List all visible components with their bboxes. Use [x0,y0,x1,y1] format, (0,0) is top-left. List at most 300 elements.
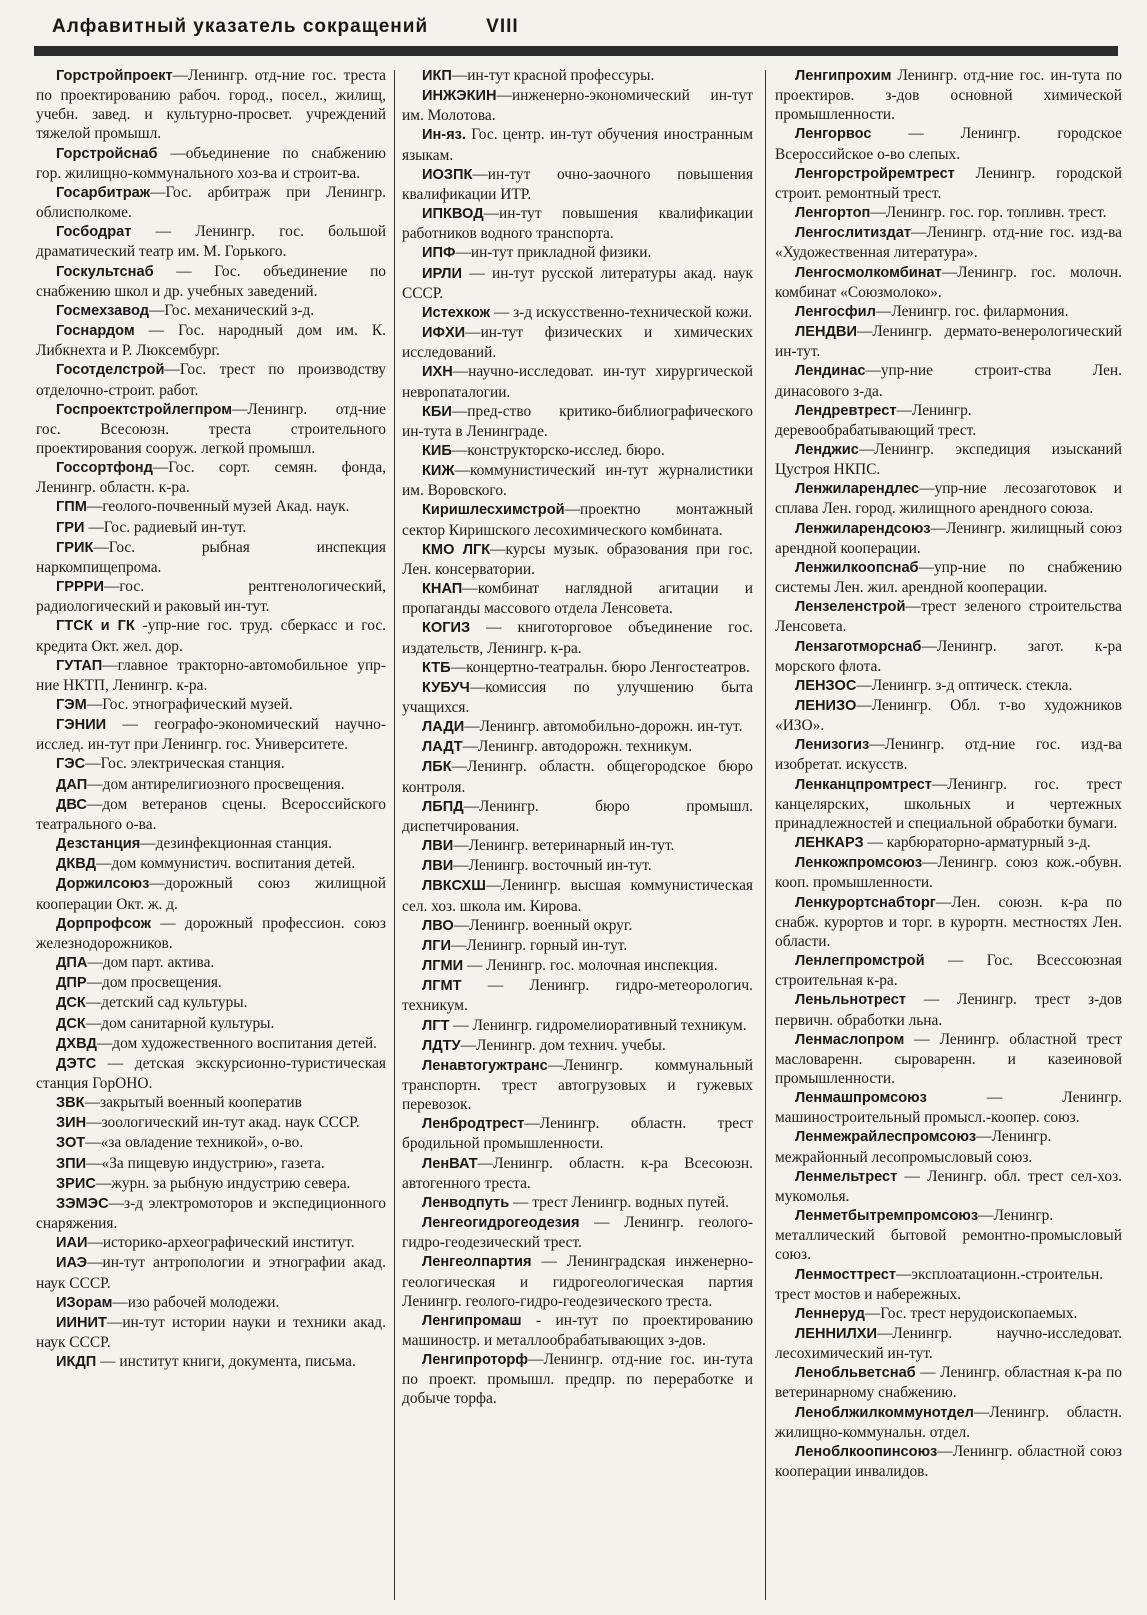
entry-definition: — Гос. Всессоюзная строительная к-ра. [775,952,1122,990]
index-entry [402,1311,753,1350]
entry-abbreviation: КТБ [422,659,451,676]
entry-definition: —Ленингр. отд-ние гос. изд-ва изобретат. искусств. [775,736,1122,774]
entry-definition: — Ленингр. гидромелиоративный техникум. [449,1016,747,1034]
entry-definition: —з-д электромоторов и экспедиционного снаряжения. [36,1194,386,1233]
entry-abbreviation: ЛВКСХШ [422,878,486,895]
index-entry [775,853,1122,892]
entry-definition: — дорожный профессион. союз железнодорожников. [36,914,386,952]
index-entry [402,1350,753,1408]
entry-definition: —ин-тут физических и химических исследований. [402,324,753,362]
entry-abbreviation: ГПМ [56,499,87,516]
entry-abbreviation: ИАИ [56,1235,88,1252]
index-entry [775,203,1122,223]
index-entry [36,1174,386,1194]
entry-definition: —объединение по снабжению гор. жилищно-коммунального хоз-ва и строит-ва. [36,144,386,182]
entry-definition: —главное тракторно-автомобильное упр-ние НКТП, Ленингр. к-ра. [36,656,386,694]
entry-abbreviation: Доржилсоюз [56,876,150,893]
entry-definition: —Ленингр. гос. молочн. комбинат «Союзмолоко». [775,263,1122,301]
entry-abbreviation: ИНЖЭКИН [422,88,497,105]
index-entry [402,579,753,618]
entry-abbreviation: Леноблкоопинсоюз [795,1443,938,1460]
index-entry [775,833,1122,853]
index-entry [36,301,386,321]
entry-abbreviation: Ленгосмолкомбинат [795,264,942,281]
entry-definition: —историко-археографический институт. [87,1234,355,1252]
entry-definition: —изо рабочей молодежи. [112,1293,280,1311]
entry-definition: —Ленингр. ветеринарный ин-тут. [453,837,675,855]
entry-definition: —Ленингр. отд-ние гос. Всесоюзн. треста строительного проектирования сооруж. легкой промышл. [36,400,386,457]
index-entry [402,618,753,657]
entry-abbreviation: Госкультснаб [56,263,154,280]
entry-definition: —Ленингр. отд-ние гос. треста по проектированию рабоч. город., посел., жилищ, учебн. завед. и культурно-просвет. учреждений тяжелой промышл. [36,67,386,143]
entry-abbreviation: Ленмежрайлеспромсоюз [795,1129,977,1146]
index-entry [402,916,753,936]
entry-abbreviation: ИХН [422,364,453,381]
entry-definition: —Гос. трест нерудоископаемых. [864,1304,1078,1322]
index-entry [775,1265,1122,1304]
entry-abbreviation: ДВС [56,796,87,813]
index-entry [36,874,386,913]
index-entry [402,717,753,737]
index-entry [775,164,1122,203]
header-rule [34,46,1118,56]
entry-abbreviation: ЛАДИ [422,719,465,736]
entry-definition: —Ленингр. областн. к-ра Всесоюзн. автогенного треста. [402,1154,753,1192]
entry-abbreviation: ИИНИТ [56,1314,107,1331]
index-entry [775,1363,1122,1402]
entry-abbreviation: Ленводпуть [422,1194,510,1211]
entry-abbreviation: ЗИН [56,1115,87,1132]
index-entry [775,302,1122,322]
index-entry [775,124,1122,163]
entry-definition: —Ленингр. горный ин-тут. [451,936,628,954]
entry-definition: — карбюраторно-арматурный з-д. [863,834,1091,852]
index-entry [775,401,1122,440]
entry-abbreviation: Ленметбытремпромсоюз [795,1208,979,1225]
entry-abbreviation: ИКДП [56,1354,97,1371]
entry-definition: —Ленингр. Обл. т-во художников «ИЗО». [775,697,1122,735]
index-entry [775,735,1122,774]
index-entry [36,854,386,874]
entry-definition: — институт книги, документа, письма. [96,1353,356,1371]
index-entry [775,637,1122,676]
index-entry [775,597,1122,636]
index-entry [402,1036,753,1056]
entry-definition: — Гос. объединение по снабжению школ и др. учебных заведений. [36,262,386,300]
entry-abbreviation: Ленлегпромстрой [795,953,925,970]
entry-definition: —ин-тут очно-заочного повышения квалификации ИТР. [402,165,753,203]
entry-abbreviation: Ленизогиз [795,737,870,754]
entry-definition: —Ленингр. межрайонный лесопромысловый союз. [775,1128,1052,1166]
entry-definition: — Ленингр. областной трест масловаренн. сыроваренн. и казеиновой промышленности. [775,1030,1122,1087]
entry-definition: —геолого-почвенный музей Акад. наук. [86,498,350,516]
column-1 [36,66,386,1606]
index-entry [775,951,1122,990]
entry-abbreviation: КНАП [422,581,463,598]
entry-definition: —ин-тут повышения квалификации работников водного транспорта. [402,205,753,243]
entry-definition: —Ленингр. гос. трест канцелярских, школьных и чертежных принадлежностей и специальной обработки бумаги. [775,775,1122,832]
index-entry [36,775,386,795]
entry-abbreviation: Госсортфонд [56,460,153,477]
index-entry [402,936,753,956]
entry-abbreviation: ГРРРИ [56,579,104,596]
entry-definition: —дом санитарной культуры. [85,1014,275,1032]
entry-definition: —Ленингр. областн. трест бродильной промышленности. [402,1115,753,1153]
index-entry [402,1252,753,1310]
entry-abbreviation: Ленгеолпартия [422,1254,532,1271]
entry-abbreviation: ЛенВАТ [422,1155,478,1172]
entry-abbreviation: Ленкурортснабторг [795,894,936,911]
index-entry [36,400,386,458]
column-3 [775,66,1122,1606]
index-entry [36,834,386,854]
index-entry [402,461,753,500]
entry-abbreviation: Госбодрат [56,224,132,241]
index-entry [402,441,753,461]
index-entry [775,775,1122,833]
entry-abbreviation: КОГИЗ [422,620,471,637]
entry-abbreviation: Горстройснаб [56,145,158,162]
entry-abbreviation: ЛВИ [422,858,454,875]
entry-abbreviation: Ленмашпромсоюз [795,1090,927,1107]
index-entry [36,616,386,655]
entry-abbreviation: ДСК [56,995,86,1012]
entry-abbreviation: КБИ [422,403,452,420]
index-entry [775,1167,1122,1206]
entry-abbreviation: ЛЕНЗОС [795,677,857,694]
entry-abbreviation: Дорпрофсож [56,915,152,932]
index-entry [36,497,386,517]
entry-definition: —Ленингр. областн. общегородское бюро контроля. [402,758,753,796]
index-entry [402,204,753,243]
index-entry [36,577,386,616]
entry-definition: -упр-ние гос. труд. сберкасс и гос. кредита Окт. жел. дор. [36,617,386,655]
entry-definition: —дом просвещения. [86,974,222,992]
index-entry [775,223,1122,262]
column-divider [394,70,395,1600]
entry-definition: —Ленингр. загот. к-ра морского флота. [775,637,1122,675]
index-entry [775,990,1122,1029]
index-entry [36,1233,386,1253]
entry-abbreviation: Ленгортоп [795,205,871,222]
index-entry [36,914,386,953]
entry-definition: —Ленингр. автомобильно-дорожн. ин-тут. [464,718,743,736]
entry-abbreviation: Истехкож [422,304,490,321]
entry-definition: —Ленингр. автодорожн. техникум. [462,738,693,756]
index-entry [36,458,386,497]
entry-definition: — книготорговое объединение гос. издательств, Ленингр. к-ра. [402,619,753,657]
entry-abbreviation: Ленгеогидрогеодезия [422,1215,580,1232]
entry-abbreviation: Лензаготморснаб [795,638,922,655]
entry-definition: —дом художественного воспитания детей. [96,1034,377,1052]
index-entry [36,754,386,774]
entry-definition: —курсы музык. образования при гос. Лен. консерватории. [402,540,753,578]
index-entry [36,1293,386,1313]
index-entry [36,695,386,715]
entry-abbreviation: КИЖ [422,463,455,480]
entry-definition: —дом ветеранов сцены. Всероссийского театрального о-ва. [36,795,386,833]
entry-definition: —Ленингр. союз кож.-обувн. кооп. промышленности. [775,854,1122,892]
entry-abbreviation: Лендревтрест [795,402,897,419]
entry-definition: —дом антирелигиозного просвещения. [87,775,345,793]
entry-abbreviation: ИФХИ [422,325,466,342]
entry-abbreviation: КУБУЧ [422,679,470,696]
entry-definition: —проектно монтажный сектор Киришского лесохимического комбината. [402,501,753,539]
entry-definition: —Ленингр. металлический бытовой ремонтно-промысловый союз. [775,1207,1122,1264]
entry-definition: —Ленингр. дермато-венерологический ин-тут. [775,323,1122,361]
entry-abbreviation: ЛГМТ [422,978,462,995]
index-entry [402,362,753,401]
index-entry [402,1016,753,1036]
index-entry [775,696,1122,735]
entry-definition: —Ленингр. бюро промышл. диспетчирования. [402,797,753,835]
entry-definition: — Ленингр. гос. большой драматический театр им. М. Горького. [36,223,386,261]
index-entry [36,360,386,399]
entry-definition: —Гос. трест по производству отделочно-строит. работ. [36,361,386,399]
entry-abbreviation: ЗПИ [56,1155,87,1172]
entry-abbreviation: ГЭС [56,756,86,773]
index-entry [775,440,1122,479]
index-entry [775,66,1122,124]
entry-abbreviation: ЛЕНКАРЗ [795,835,864,852]
index-entry [402,540,753,579]
entry-abbreviation: ДЭТС [56,1055,97,1072]
entry-abbreviation: ДАП [56,776,88,793]
entry-definition: —комиссия по улучшению быта учащихся. [402,678,753,716]
entry-abbreviation: Ленгипроторф [422,1352,529,1369]
index-entry [36,1133,386,1153]
index-entry [775,1324,1122,1363]
entry-definition: —концертно-театральн. бюро Ленгостеатров. [450,658,750,676]
entry-abbreviation: ЛГИ [422,937,452,954]
entry-definition: Гос. центр. ин-тут обучения иностранным языкам. [402,126,753,164]
index-entry [36,973,386,993]
entry-definition: —пред-ство критико-библиографического ин-тута в Ленинграде. [402,402,753,440]
entry-definition: —«за овладение техникой», о-во. [85,1134,304,1152]
entry-abbreviation: ЛВИ [422,838,454,855]
entry-abbreviation: КМО ЛГК [422,541,491,558]
index-entry [36,656,386,695]
index-entry [402,303,753,323]
entry-definition: —конструкторско-исслед. бюро. [451,441,665,459]
entry-abbreviation: ЛАДТ [422,739,463,756]
entry-abbreviation: Ленджис [795,441,859,458]
entry-definition: —Ленингр. экспедиция изысканий Цустроя НКПС. [775,440,1122,479]
index-entry [775,1442,1122,1481]
entry-definition: — Ленингр. гидро-метеорологич. техникум. [402,977,753,1015]
index-entry [402,737,753,757]
entry-abbreviation: Леньльнотрест [795,992,906,1009]
index-entry [36,1054,386,1093]
index-entry [402,1213,753,1252]
entry-definition: —Гос. механический з-д. [148,301,315,319]
entry-abbreviation: Ленжиларендлес [795,481,920,498]
entry-abbreviation: Госмехзавод [56,302,149,319]
entry-abbreviation: Госарбитраж [56,184,151,201]
index-entry [402,976,753,1015]
index-entry [775,676,1122,696]
entry-definition: —детский сад культуры. [85,994,248,1012]
entry-definition: —закрытый военный кооператив [84,1094,302,1112]
entry-abbreviation: Лендинас [795,363,866,380]
index-entry [775,1206,1122,1264]
entry-definition: —Ленингр. деревообрабатывающий трест. [775,401,977,439]
entry-abbreviation: ГРИК [56,539,94,556]
index-entry [402,956,753,976]
index-entry [36,262,386,301]
entry-abbreviation: Ин-яз. [422,127,466,144]
entry-abbreviation: ИРЛИ [422,265,463,282]
entry-abbreviation: ЛЕННИЛХИ [795,1326,878,1342]
index-entry [775,361,1122,400]
entry-definition: —Гос. сорт. семян. фонда, Ленингр. областн. к-ра. [36,459,386,497]
index-entry [402,876,753,915]
index-entry [36,321,386,360]
index-entry [36,1194,386,1233]
entry-definition: - ин-тут по проектированию машиностр. и металлообрабатывающих з-дов. [402,1311,753,1349]
index-entry [775,1127,1122,1166]
index-entry [402,658,753,678]
index-entry [36,518,386,538]
entry-abbreviation: Ленобльветснаб [795,1365,916,1382]
entry-abbreviation: ЗЭМЭС [56,1195,109,1212]
entry-definition: —упр-ние по снабжению системы Лен. жил. арендной кооперации. [775,558,1122,597]
index-entry [402,66,753,86]
entry-abbreviation: Ленбродтрест [422,1116,525,1133]
entry-abbreviation: ЛБПД [422,798,464,815]
index-entry [775,1030,1122,1088]
entry-definition: —Гос. арбитраж при Ленингр. облисполкоме. [36,183,386,222]
entry-abbreviation: Ленжиларендсоюз [795,520,931,537]
entry-definition: Ленингр. отд-ние гос. ин-тута по проектиров. з-дов основной химической промышленности. [775,67,1122,124]
entry-definition: — Ленинградская инженерно-геологическая и гидрогеологическая партия Ленингр. геолого-гидро-геодезического треста. [402,1253,753,1310]
entry-abbreviation: Ленгипромаш [422,1312,522,1329]
entry-abbreviation: ИЗорам [56,1294,113,1311]
index-entry [402,264,753,303]
entry-definition: —дорожный союз жилищной кооперации Окт. ж. д. [36,875,386,913]
entry-abbreviation: ИПФ [422,245,456,262]
entry-definition: —дом коммунистич. воспитания детей. [96,855,356,873]
index-entry [775,479,1122,518]
entry-definition: —Ленингр. жилищный союз арендной кооперации. [775,519,1122,557]
index-entry [402,836,753,856]
index-entry [36,144,386,183]
index-entry [775,322,1122,361]
entry-abbreviation: ЗОТ [56,1135,86,1152]
entry-abbreviation: ДПА [56,955,88,972]
index-entry [36,1093,386,1113]
entry-abbreviation: ЛВО [422,917,454,934]
entry-definition: —Ленингр. областн. жилищно-коммунальн. отдел. [775,1403,1122,1441]
index-entry [402,797,753,836]
index-entry [402,856,753,876]
entry-definition: —ин-тут красной профессуры. [451,67,655,84]
index-entry [402,243,753,263]
entry-abbreviation: ГУТАП [56,657,103,674]
entry-definition: —Ленингр. гос. филармония. [875,302,1069,320]
entry-definition: — Ленингр. городское Всероссийское о-во слепых. [775,125,1122,163]
entry-definition: — Гос. народный дом им. К. Либкнехта и Р. Люксембург. [36,322,386,360]
index-entry [36,953,386,973]
index-entry [36,715,386,754]
entry-abbreviation: ЛДТУ [422,1037,461,1054]
entry-abbreviation: Ленгипрохим [795,68,892,84]
index-entry [402,757,753,796]
index-entry [402,1154,753,1193]
entry-definition: —Ленингр. военный округ. [453,916,633,934]
entry-abbreviation: ЛГМИ [422,958,464,975]
entry-definition: —эксплоатационн.-строительн. трест мостов и набережных. [775,1265,1104,1303]
index-entry [775,893,1122,951]
entry-definition: —Ленингр. коммунальный транспортн. трест автогрузовых и гужевых перевозок. [402,1056,753,1114]
index-entry [402,1193,753,1213]
entry-definition: —«За пищевую индустрию», газета. [86,1154,325,1172]
index-entry [36,1113,386,1133]
entry-definition: Ленингр. городской строит. ремонтный трест. [775,164,1122,202]
entry-abbreviation: Госнардом [56,323,135,340]
index-entry [36,538,386,577]
index-entry [402,165,753,204]
entry-definition: —упр-ние лесозаготовок и сплава Лен. город. жилищного арендного союза. [775,480,1122,518]
entry-definition: —Ленингр. областной союз кооперации инвалидов. [775,1442,1122,1481]
index-entry [36,993,386,1013]
index-entry [36,183,386,222]
index-entry [775,263,1122,302]
entry-definition: — Ленингр. областная к-ра по ветеринарному снабжению. [775,1364,1122,1402]
index-entry [775,1403,1122,1442]
column-divider [765,70,766,1600]
index-entry [402,1114,753,1153]
entry-definition: —Ленингр. гос. гор. топливн. трест. [870,204,1107,222]
entry-definition: —трест зеленого строительства Ленсовета. [775,598,1122,636]
entry-abbreviation: Киришлесхимстрой [422,502,565,519]
index-entry [402,86,753,125]
entry-abbreviation: Ленгослитиздат [795,225,912,242]
entry-definition: —Гос. этнографический музей. [86,696,293,713]
entry-definition: —упр-ние строит-ства Лен. динасового з-да. [775,362,1122,400]
page-header [52,16,1132,44]
entry-abbreviation: Ленгорстройремтрест [795,165,955,182]
entry-definition: —Гос. радиевый ин-тут. [84,518,247,536]
entry-definition: — з-д искусственно-технической кожи. [489,303,753,321]
index-entry [402,500,753,539]
entry-abbreviation: Госпроектстройлегпром [56,401,232,418]
index-entry [36,222,386,261]
entry-definition: —гос. рентгенологический, радиологический и раковый ин-тут. [36,578,386,616]
entry-abbreviation: ЛГТ [422,1017,450,1034]
index-entry [402,323,753,362]
entry-abbreviation: ДСК [56,1015,86,1032]
entry-abbreviation: Леннеруд [795,1305,865,1322]
entry-abbreviation: Ленавтогужтранс [422,1057,548,1074]
entry-abbreviation: ЛЕНИЗО [795,698,857,714]
entry-definition: — Ленингр. машиностроительный промысл.-коопер. союз. [775,1089,1122,1127]
entry-definition: — ин-тут русской литературы акад. наук СССР. [402,264,753,302]
entry-abbreviation: Ленгосфил [795,303,876,320]
entry-abbreviation: ГТСК и ГК [56,618,135,635]
index-entry [402,1056,753,1114]
entry-definition: — Ленингр. трест з-дов первичн. обработки льна. [775,991,1122,1029]
entry-abbreviation: ЛБК [422,759,452,776]
index-entry [775,519,1122,558]
entry-definition: —коммунистический ин-тут журналистики им. Воровского. [402,462,753,500]
entry-abbreviation: Лензеленстрой [795,599,906,616]
entry-abbreviation: ЗВК [56,1095,85,1112]
entry-definition: —Ленингр. дом технич. учебы. [460,1036,666,1054]
column-2 [402,66,753,1606]
index-entry [36,795,386,834]
entry-abbreviation: ЗРИС [56,1175,96,1192]
